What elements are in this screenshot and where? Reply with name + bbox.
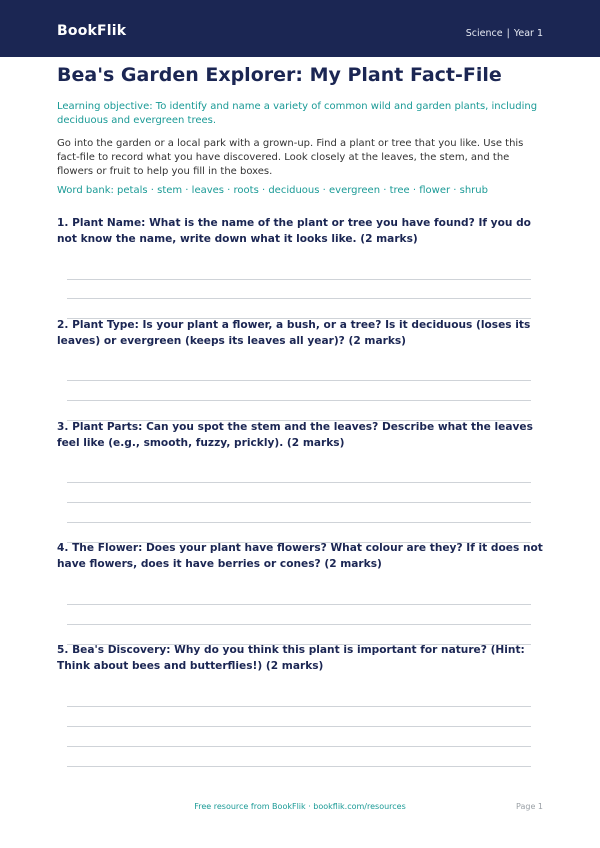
- answer-line[interactable]: [67, 298, 531, 299]
- answer-line[interactable]: [67, 746, 531, 747]
- brand-logo-text: BookFlik: [57, 23, 127, 39]
- question-4: 4. The Flower: Does your plant have flowers? What colour are they? If it does not have flowers, does it have berries or cones? (2 marks): [57, 542, 543, 570]
- answer-line[interactable]: [67, 522, 531, 523]
- answer-line[interactable]: [67, 706, 531, 707]
- intro-paragraph: Go into the garden or a local park with a grown-up. Find a plant or tree that you like. Use this fact-file to record what you have discovered. Look closely at the leaves, the stem, and the flowers or fruit to help you fill in the boxes.: [57, 138, 524, 177]
- question-5: 5. Bea's Discovery: Why do you think this plant is important for nature? (Hint: Think about bees and butterflies!) (2 marks): [57, 644, 525, 672]
- learning-objective: Learning objective: To identify and name a variety of common wild and garden plants, including deciduous and evergreen trees.: [57, 101, 538, 126]
- worksheet-title: Bea's Garden Explorer: My Plant Fact-File: [57, 64, 502, 86]
- page-header: [0, 0, 600, 57]
- answer-line[interactable]: [67, 766, 531, 767]
- question-1: 1. Plant Name: What is the name of the plant or tree you have found? If you do not know the name, write down what it looks like. (2 marks): [57, 217, 531, 245]
- question-2: 2. Plant Type: Is your plant a flower, a bush, or a tree? Is it deciduous (loses its leaves) or evergreen (keeps its leaves all year)? (2 marks): [57, 319, 531, 347]
- answer-line[interactable]: [67, 380, 531, 381]
- page-number: Page 1: [516, 802, 543, 811]
- subject-label: Science: [465, 28, 503, 39]
- word-bank: Word bank: petals · stem · leaves · roots · deciduous · evergreen · tree · flower · shrub: [57, 185, 488, 196]
- answer-line[interactable]: [67, 482, 531, 483]
- answer-line[interactable]: [67, 279, 531, 280]
- footer-credit: Free resource from BookFlik · bookflik.com/resources: [194, 802, 406, 811]
- answer-line[interactable]: [67, 624, 531, 625]
- answer-line[interactable]: [67, 604, 531, 605]
- answer-line[interactable]: [67, 726, 531, 727]
- subject-separator: |: [506, 28, 510, 39]
- subject-year-label: [466, 28, 543, 39]
- question-3: 3. Plant Parts: Can you spot the stem and the leaves? Describe what the leaves feel like (e.g., smooth, fuzzy, prickly). (2 marks): [57, 421, 533, 449]
- answer-line[interactable]: [67, 400, 531, 401]
- year-label: Year 1: [513, 28, 543, 39]
- answer-line[interactable]: [67, 502, 531, 503]
